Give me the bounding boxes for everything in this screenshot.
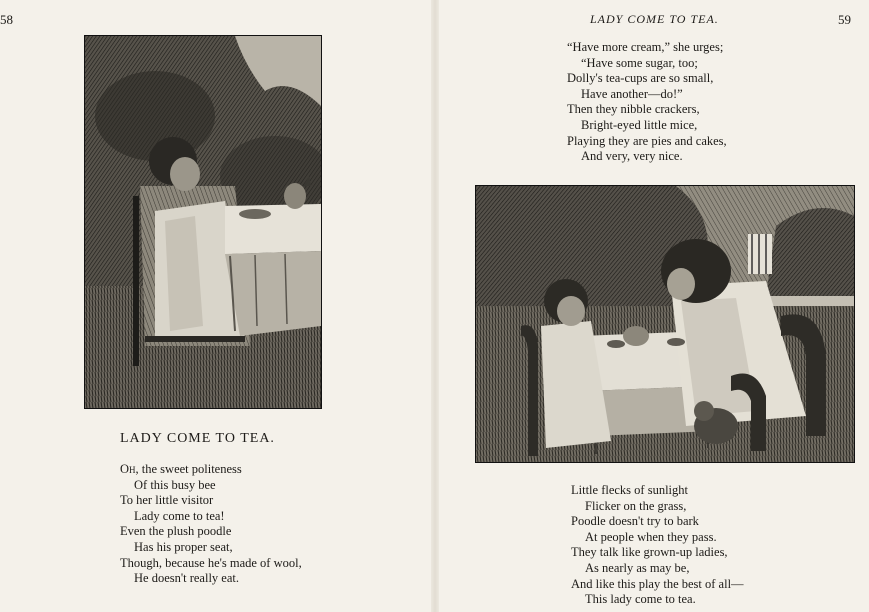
poem-line: Have another—do!” xyxy=(581,86,683,101)
poem-line: Of this busy bee xyxy=(134,477,216,492)
poem-line: Bright-eyed little mice, xyxy=(581,117,698,132)
poem-line: As nearly as may be, xyxy=(585,560,690,575)
poem-line: Dolly's tea-cups are so small, xyxy=(567,71,714,86)
poem-line: Playing they are pies and cakes, xyxy=(567,133,727,148)
poem-line: And very, very nice. xyxy=(581,149,683,164)
book-gutter xyxy=(431,0,439,612)
poem-line: Lady come to tea! xyxy=(134,508,225,523)
poem-line: Little flecks of sunlight xyxy=(571,483,688,497)
running-head: LADY COME TO TEA. xyxy=(590,12,719,26)
poem-line: This lady come to tea. xyxy=(585,592,696,607)
poem-line: To her little visitor xyxy=(120,493,214,508)
poem-line: “Have some sugar, too; xyxy=(581,55,698,70)
engraving-child-drinking-tea xyxy=(84,35,322,409)
poem-line: He doesn't really eat. xyxy=(134,571,239,586)
poem-line: And like this play the best of all— xyxy=(571,576,744,591)
left-poem xyxy=(120,462,302,587)
poem-line: Has his proper seat, xyxy=(134,539,233,554)
poem-line: Poodle doesn't try to bark xyxy=(571,514,699,529)
poem-line: Though, because he's made of wool, xyxy=(120,555,302,570)
poem-line-text: the sweet politeness xyxy=(141,462,242,476)
poem-line: Flicker on the grass, xyxy=(585,498,687,513)
poem-line xyxy=(120,462,302,478)
poem-title: LADY COME TO TEA. xyxy=(120,431,275,446)
poem-line: At people when they pass. xyxy=(585,529,717,544)
poem-first-word: Oh, xyxy=(120,462,139,476)
poem-line: “Have more cream,” she urges; xyxy=(567,40,724,54)
engraving-two-girls-tea-party xyxy=(475,185,855,463)
right-poem-bottom xyxy=(571,483,744,608)
poem-line: Even the plush poodle xyxy=(120,524,232,539)
right-poem-top xyxy=(567,40,727,165)
poem-line: They talk like grown-up ladies, xyxy=(571,545,728,560)
poem-line: Then they nibble crackers, xyxy=(567,102,700,117)
right-page-number: 59 xyxy=(838,12,851,27)
left-page-number: 58 xyxy=(0,12,13,27)
